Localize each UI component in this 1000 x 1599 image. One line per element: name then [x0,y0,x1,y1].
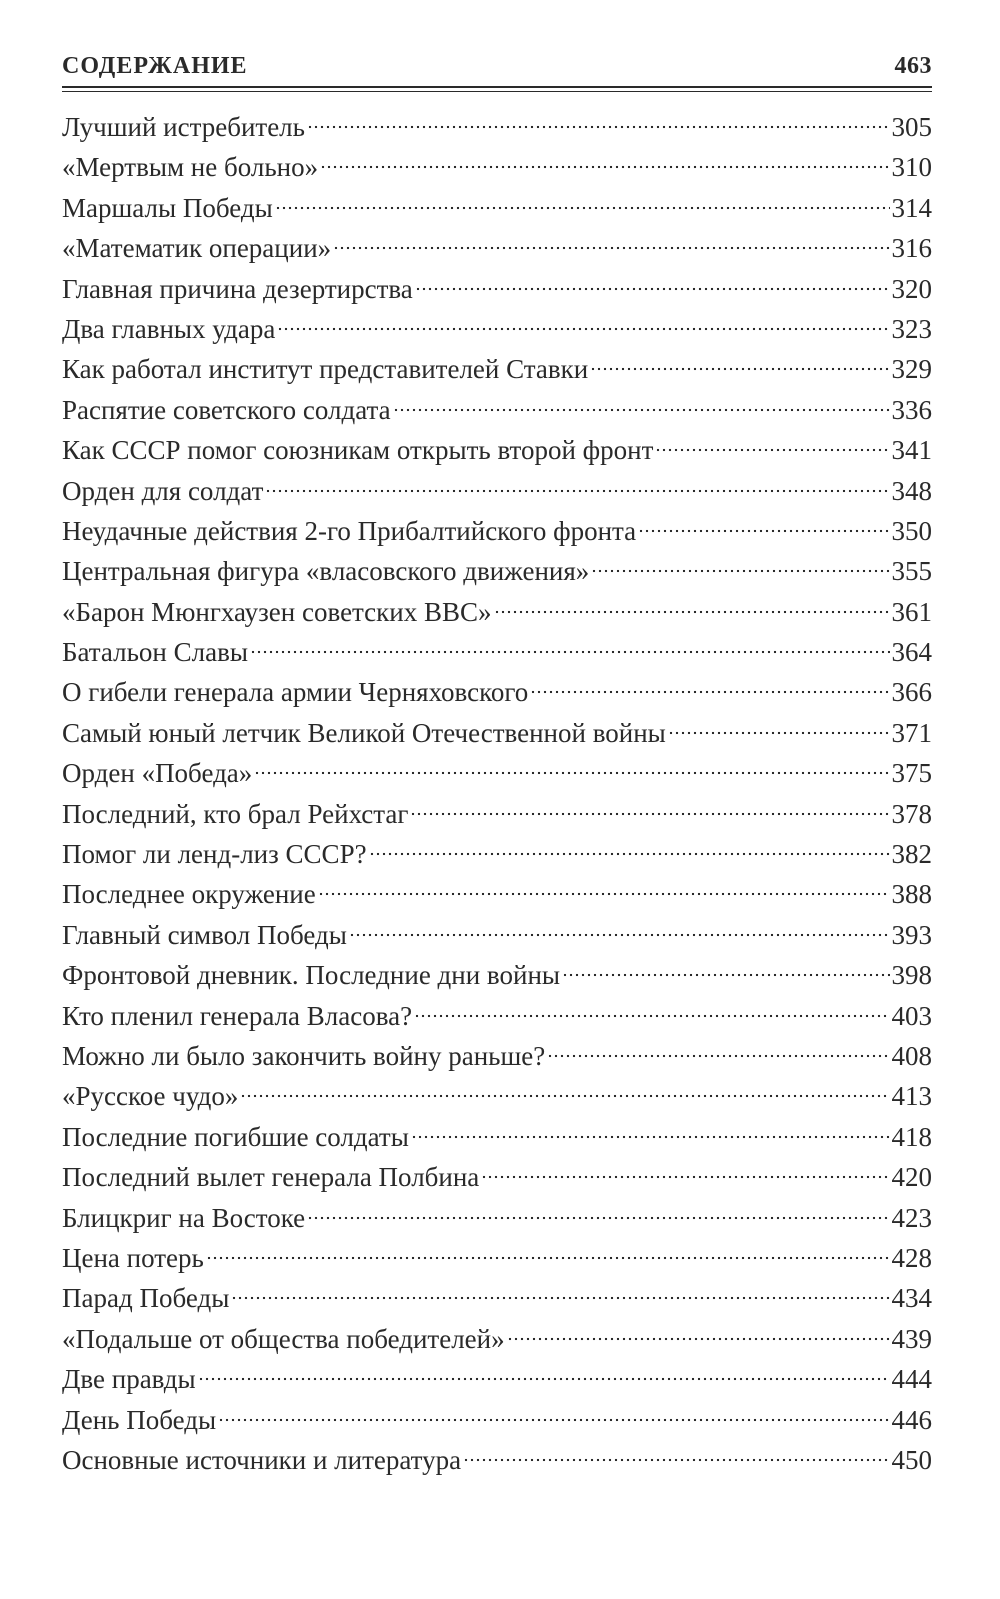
toc-entry [62,1076,932,1116]
toc-entry-title: Фронтовой дневник. Последние дни войны [62,960,561,991]
toc-entry-title: Распятие советского солдата [62,394,391,425]
toc-entry-page: 450 [891,1444,932,1475]
dot-leader [463,1458,889,1462]
toc-entry-title: Помог ли ленд-лиз СССР? [62,839,367,870]
dot-leader [198,1377,890,1381]
dot-leader [668,731,890,735]
toc-entry-page: 439 [891,1323,932,1354]
toc-entry [62,390,932,430]
toc-entry [62,511,932,551]
dot-leader [333,246,889,250]
dot-leader [507,1337,890,1341]
toc-entry-page: 398 [891,960,932,991]
dot-leader [393,408,890,412]
toc-entry [62,1359,932,1399]
dot-leader [530,690,889,694]
dot-leader [562,973,889,977]
toc-entry [62,794,932,834]
toc-entry [62,874,932,914]
toc-entry-title: Последний, кто брал Рейхстаг [62,798,409,829]
toc-entry-title: Парад Победы [62,1283,230,1314]
toc-entry-title: Цена потерь [62,1242,204,1273]
toc-entry-title: Блицкриг на Востоке [62,1202,306,1233]
toc-entry-title: Две правды [62,1364,196,1395]
dot-leader [415,287,890,291]
toc-entry-title: «Русское чудо» [62,1081,239,1112]
dot-leader [638,529,889,533]
dot-leader [481,1175,889,1179]
toc-entry-title: Лучший истребитель [62,112,305,142]
toc-entry-page: 393 [891,919,932,950]
running-head-title: СОДЕРЖАНИЕ [62,53,248,79]
table-of-contents [62,107,932,1480]
toc-entry-title: Как СССР помог союзникам открыть второй фронт [62,435,654,466]
toc-entry [62,188,932,228]
toc-entry-page: 350 [891,515,932,546]
toc-entry-title: Как работал институт представителей Ставки [62,354,589,385]
dot-leader [307,1216,889,1220]
toc-entry [62,1238,932,1278]
toc-entry [62,592,932,632]
dot-leader [218,1418,889,1422]
toc-entry-page: 408 [891,1040,932,1071]
header-rule-thin [62,91,932,92]
book-page [62,40,932,1480]
toc-entry [62,269,932,309]
toc-entry-page: 420 [891,1162,932,1193]
running-head [62,40,932,80]
toc-entry-page: 378 [891,798,932,829]
toc-entry [62,632,932,672]
toc-entry-page: 341 [891,435,932,466]
toc-entry-page: 320 [891,273,932,304]
toc-entry-title: Орден «Победа» [62,758,253,789]
toc-entry-page: 323 [891,313,932,344]
dot-leader [318,892,890,896]
dot-leader [411,1135,890,1139]
toc-entry [62,1319,932,1359]
dot-leader [590,367,889,371]
dot-leader [547,1054,889,1058]
toc-entry-page: 403 [891,1000,932,1031]
toc-entry [62,996,932,1036]
dot-leader [277,327,889,331]
toc-entry [62,1440,932,1480]
dot-leader [655,448,889,452]
toc-entry [62,349,932,389]
dot-leader [231,1296,889,1300]
dot-leader [591,569,889,573]
toc-entry-page: 375 [891,758,932,789]
dot-leader [414,1014,889,1018]
dot-leader [320,165,889,169]
toc-entry [62,1198,932,1238]
toc-entry-title: «Математик операции» [62,233,332,264]
toc-entry-page: 361 [891,596,932,627]
toc-entry-title: Главный символ Победы [62,919,347,950]
toc-entry-page: 364 [891,637,932,668]
toc-entry-page: 366 [891,677,932,708]
dot-leader [494,610,890,614]
toc-entry-page: 336 [891,394,932,425]
toc-entry-title: День Победы [62,1404,217,1435]
toc-entry-page: 434 [891,1283,932,1314]
toc-entry [62,713,932,753]
toc-entry [62,430,932,470]
toc-entry [62,753,932,793]
toc-entry [62,672,932,712]
toc-entry [62,955,932,995]
toc-entry [62,147,932,187]
toc-entry-page: 382 [891,839,932,870]
toc-entry [62,471,932,511]
toc-entry-page: 418 [891,1121,932,1152]
toc-entry-page: 305 [891,112,932,142]
toc-entry-title: «Подальше от общества победителей» [62,1323,505,1354]
dot-leader [349,933,890,937]
dot-leader [254,771,889,775]
toc-entry-page: 310 [891,152,932,183]
toc-entry-title: Последнее окружение [62,879,316,910]
toc-entry-title: Последний вылет генерала Полбина [62,1162,480,1193]
toc-entry-title: Последние погибшие солдаты [62,1121,409,1152]
dot-leader [307,125,890,129]
toc-entry [62,309,932,349]
toc-entry-title: «Мертвым не больно» [62,152,319,183]
toc-entry-title: Орден для солдат [62,475,264,506]
toc-entry [62,228,932,268]
toc-entry [62,915,932,955]
toc-entry [62,107,932,147]
toc-entry-page: 316 [891,233,932,264]
toc-entry-title: Можно ли было закончить войну раньше? [62,1040,546,1071]
toc-entry-page: 355 [891,556,932,587]
toc-entry-page: 423 [891,1202,932,1233]
toc-entry-page: 329 [891,354,932,385]
toc-entry-title: Два главных удара [62,313,276,344]
toc-entry-page: 371 [891,717,932,748]
toc-entry [62,834,932,874]
toc-entry [62,1036,932,1076]
dot-leader [206,1256,890,1260]
toc-entry-page: 314 [891,192,932,223]
toc-entry-title: «Барон Мюнгхаузен советских ВВС» [62,596,492,627]
dot-leader [369,852,890,856]
toc-entry [62,1157,932,1197]
header-rule [62,86,932,88]
toc-entry-page: 348 [891,475,932,506]
toc-entry [62,1278,932,1318]
dot-leader [240,1094,889,1098]
toc-entry [62,1117,932,1157]
dot-leader [250,650,890,654]
toc-entry [62,551,932,591]
toc-entry [62,1400,932,1440]
toc-entry-page: 388 [891,879,932,910]
toc-entry-title: Самый юный летчик Великой Отечественной войны [62,717,666,748]
toc-entry-page: 446 [891,1404,932,1435]
toc-entry-page: 444 [891,1364,932,1395]
dot-leader [410,812,889,816]
toc-entry-title: Центральная фигура «власовского движения» [62,556,590,587]
dot-leader [275,206,890,210]
toc-entry-title: Главная причина дезертирства [62,273,413,304]
toc-entry-title: Кто пленил генерала Власова? [62,1000,413,1031]
toc-entry-page: 428 [891,1242,932,1273]
toc-entry-title: Маршалы Победы [62,192,273,223]
toc-entry-title: Неудачные действия 2-го Прибалтийского фронта [62,515,637,546]
dot-leader [265,489,889,493]
page-number: 463 [894,53,932,79]
toc-entry-title: Основные источники и литература [62,1444,462,1475]
toc-entry-title: О гибели генерала армии Черняховского [62,677,529,708]
toc-entry-title: Батальон Славы [62,637,248,668]
toc-entry-page: 413 [891,1081,932,1112]
